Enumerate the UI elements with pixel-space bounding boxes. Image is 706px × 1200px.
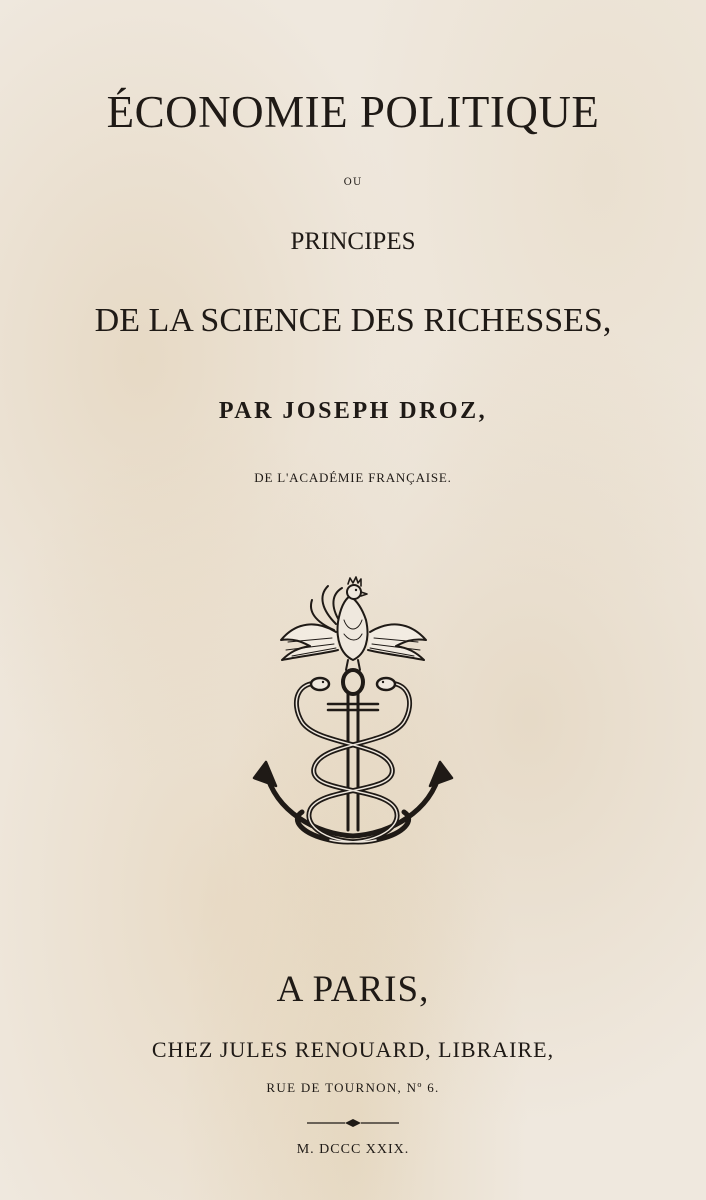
subtitle-line-1: PRINCIPES — [290, 228, 416, 255]
imprint-date: M. DCCC XXIX. — [296, 1142, 410, 1157]
imprint-city: A PARIS, — [276, 969, 430, 1010]
rooster-anchor-serpents-icon — [236, 572, 470, 872]
author-affiliation: DE L'ACADÉMIE FRANÇAISE. — [254, 470, 452, 485]
subtitle-line-2: DE LA SCIENCE DES RICHESSES, — [94, 302, 612, 339]
imprint-address: RUE DE TOURNON, Nº 6. — [266, 1080, 440, 1095]
title-connector: OU — [343, 177, 363, 188]
ornamental-rule — [305, 1118, 401, 1128]
book-title: ÉCONOMIE POLITIQUE — [106, 87, 600, 137]
author-line: PAR JOSEPH DROZ, — [218, 398, 488, 424]
imprint-publisher: CHEZ JULES RENOUARD, LIBRAIRE, — [151, 1037, 555, 1062]
